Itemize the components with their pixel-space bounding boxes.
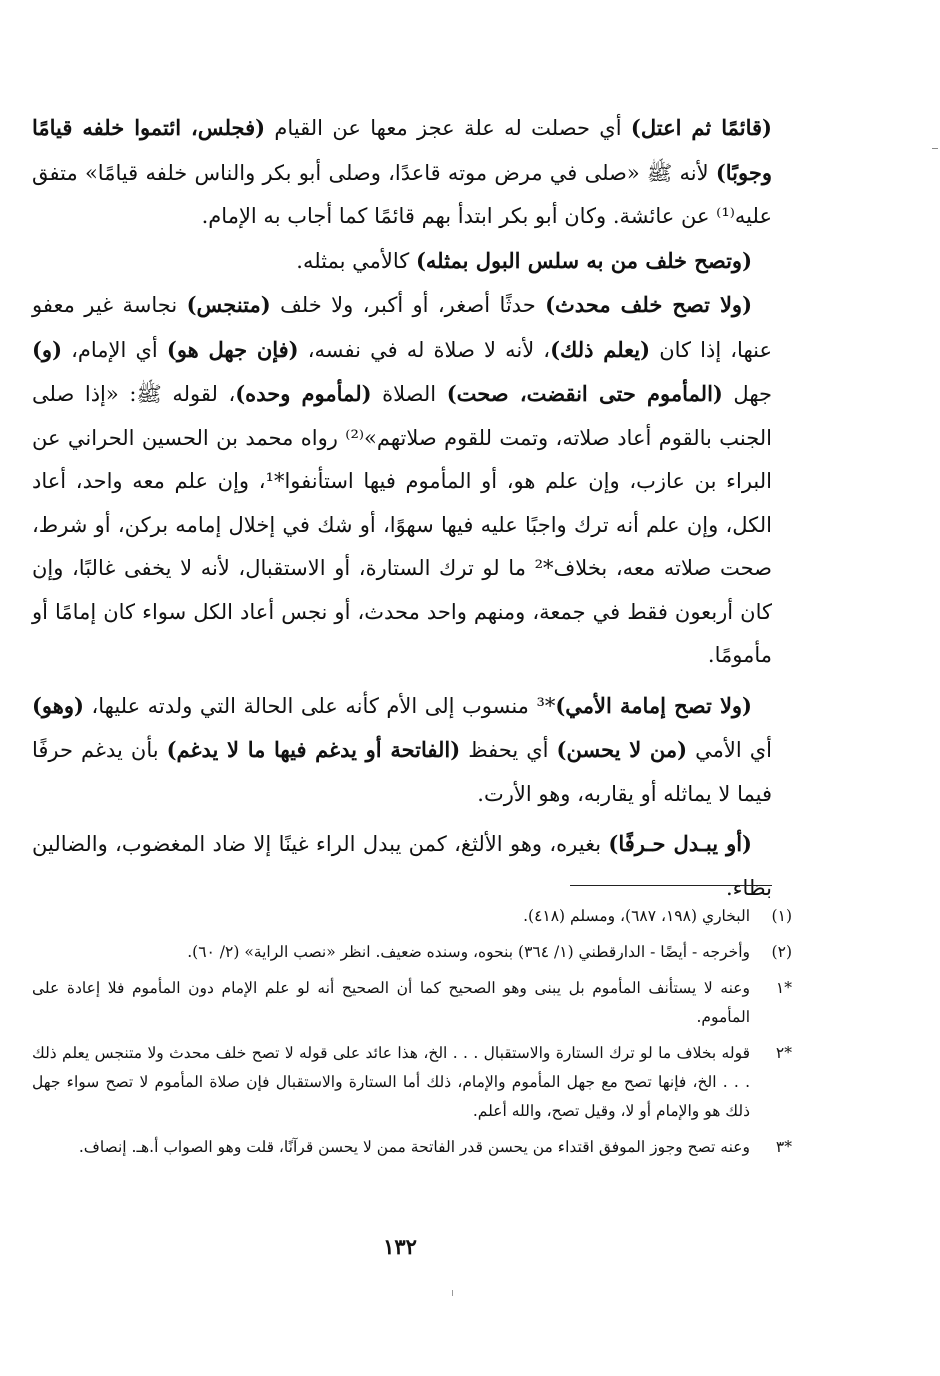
scan-edge-mark: [452, 1290, 453, 1296]
commentary-text: بغيره، وهو الألثغ، كمن يبدل الراء غينًا إلا ضاد المغضوب، والضالين بظاء.: [32, 832, 772, 900]
footnote-text: وأخرجه - أيضًا - الدارقطني (١/ ٣٦٤) بنحوه، وسنده ضعيف. انظر «نصب الراية» (٢/ ٦٠).: [187, 943, 750, 961]
bold-matn-text: (و): [32, 336, 63, 362]
paragraph-5: [32, 822, 772, 910]
footnote-1: [32, 902, 792, 931]
page-number: ١٣٢: [383, 1234, 417, 1259]
commentary-text: أي الأمي: [687, 738, 773, 762]
paragraph-1: [32, 106, 772, 239]
commentary-text: *³ منسوب إلى الأم كأنه على الحالة التي ولدته عليها،: [83, 693, 556, 718]
commentary-text: أي الإمام،: [62, 337, 167, 362]
commentary-text: بأن يدغم حرفًا فيما لا يماثله أو يقاربه، وهو الأرت.: [32, 738, 772, 806]
footnote-separator: [570, 885, 772, 886]
commentary-text: جهل: [722, 382, 772, 406]
footnote-text: وعنه تصح وجوز الموفق اقتداء من يحسن قدر الفاتحة ممن لا يحسن قرآنًا، قلت وهو الصواب أ.هـ. إنصاف.: [78, 1138, 750, 1156]
commentary-text: أي حصلت له علة عجز معها عن القيام: [265, 116, 631, 140]
commentary-text: ، لأنه لا صلاة له في نفسه،: [298, 337, 551, 362]
bold-matn-text: (قائمًا ثم اعتل): [630, 115, 772, 140]
commentary-text: أي يحفظ: [460, 738, 557, 762]
paragraph-2: [32, 239, 772, 284]
footnote-marker: *٢: [775, 1044, 792, 1062]
footnote-marker: (١): [771, 907, 792, 925]
commentary-text: ، لقوله ﷺ: «إذا صلى الجنب بالقوم أعاد صلاته، وتمت للقوم صلاتهم»⁽²⁾ رواه محمد بن الحسين الحراني عن البراء بن عازب، وإن علم هو، أو المأموم فيها استأنفوا*¹، وإن علم معه واحد، أعاد الكل، وإن علم أنه ترك واجبًا عليه فيها سهوًا، أو شك في إخلال إمامه بركن، أو شرط، صحت صلاته معه، بخلاف*² ما لو ترك الستارة، أو الاستقبال، لأنه لا يخفى غالبًا، وإن كان أربعون فقط في جمعة، ومنهم واحد محدث، أو نجس أعاد الكل سواء كان إمامًا أو مأمومًا.: [32, 382, 772, 667]
bold-matn-text: (الفاتحة أو يدغم فيها ما لا يدغم): [166, 737, 461, 762]
bold-matn-text: (متنجس): [186, 292, 271, 317]
footnotes: [32, 902, 792, 1169]
scan-edge-mark: [932, 148, 938, 149]
commentary-text: نجاسة غير معفو عنها، إذا كان: [32, 293, 772, 362]
commentary-text: كالأمي بمثله.: [296, 248, 416, 273]
footnote-star-1: [32, 974, 792, 1032]
commentary-text: حدثًا أصغر، أو أكبر، ولا خلف: [270, 293, 546, 317]
footnote-text: وعنه لا يستأنف المأموم بل يبنى وهو الصحيح كما أن الصحيح أنه لو علم الإمام دون المأموم فلا إعادة على المأموم.: [32, 979, 750, 1026]
bold-matn-text: (ولا تصح إمامة الأمي): [555, 692, 752, 718]
footnote-marker: *١: [775, 979, 792, 997]
bold-matn-text: (لمأموم وحده): [235, 381, 372, 406]
bold-matn-text: (يعلم ذلك): [550, 336, 651, 362]
commentary-text: لأنه ﷺ «صلى في مرض موته قاعدًا، وصلى أبو بكر والناس خلفه قيامًا» متفق عليه⁽¹⁾ عن عائشة. وكان أبو بكر ابتدأ بهم قائمًا كما أجاب به الإمام.: [32, 160, 772, 228]
bold-matn-text: (ولا تصح خلف محدث): [545, 292, 753, 317]
bold-matn-text: (أو يبـدل حـرفًا): [608, 831, 752, 856]
bold-matn-text: (المأموم حتى انقضت، صحت): [446, 381, 723, 406]
footnote-star-2: [32, 1039, 792, 1126]
bold-matn-text: (من لا يحسن): [556, 737, 688, 762]
bold-matn-text: (فجلس، ائتموا خلفه قيامًا وجوبًا): [32, 115, 772, 185]
footnote-text: البخاري (١٩٨، ٦٨٧)، ومسلم (٤١٨).: [523, 907, 750, 925]
paragraph-3: [32, 283, 772, 678]
bold-matn-text: (وتصح خلف من به سلس البول بمثله): [415, 247, 752, 273]
footnote-marker: (٢): [771, 943, 792, 961]
footnote-marker: *٣: [775, 1138, 792, 1156]
bold-matn-text: (فإن جهل هو): [166, 336, 299, 362]
paragraph-4: [32, 684, 772, 817]
commentary-text: الصلاة: [371, 382, 447, 406]
main-text: [32, 106, 772, 910]
footnote-star-3: [32, 1133, 792, 1162]
footnote-2: [32, 938, 792, 967]
footnote-text: قوله بخلاف ما لو ترك الستارة والاستقبال . . . الخ، هذا عائد على قوله لا تصح خلف محدث ولا متنجس يعلم ذلك . . . الخ، فإنها تصح مع جهل المأموم والإمام، ذلك أما الستارة والاستقبال فإن صلاة المأموم لا تصح سواء جهل ذلك هو والإمام أو لا، وقيل تصح، والله أعلم.: [32, 1044, 750, 1120]
bold-matn-text: (وهو): [32, 692, 84, 718]
